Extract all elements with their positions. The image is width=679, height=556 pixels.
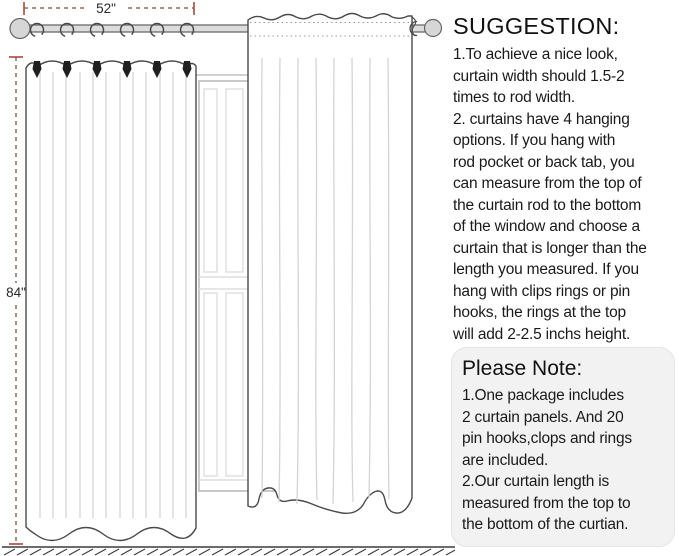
text-line: the curtain rod to the bottom [453, 196, 642, 214]
suggestion-section [453, 13, 679, 345]
text-line: 2.Our curtain length is [462, 473, 610, 490]
text-line: 1.To achieve a nice look, [453, 46, 618, 63]
info-panel [453, 0, 679, 533]
suggestion-text [453, 44, 679, 345]
note-text [462, 385, 674, 536]
floor [2, 547, 455, 555]
text-line: hang with clips rings or pin [453, 282, 631, 300]
text-line: pin hooks,clops and rings [462, 430, 632, 447]
text-line: the bottom of the curtian. [462, 516, 629, 533]
text-line: 2. curtains have 4 hanging [453, 110, 630, 128]
text-line: measured from the top to [462, 494, 631, 512]
text-line: length you measured. If you [453, 261, 639, 278]
text-line: are included. [462, 451, 549, 469]
text-line: of the window and choose a [453, 218, 640, 235]
curtain-length-label: 84" [6, 285, 26, 300]
text-line: will add 2-2.5 inchs height. [453, 325, 631, 343]
text-line: hooks, the rings at the top [453, 304, 626, 321]
width-measurement [24, 0, 194, 17]
text-line: options. If you hang with [453, 132, 616, 149]
text-line: rod pocket or back tab, you [453, 153, 635, 171]
text-line: curtain that is longer than the [453, 239, 647, 257]
text-line: curtain width should 1.5-2 [453, 67, 625, 85]
finial-right-icon [425, 20, 442, 37]
finial-left-icon [10, 19, 30, 39]
note-title: Please Note: [462, 357, 583, 380]
rod-width-label: 52" [96, 1, 116, 16]
text-line: 2 curtain panels. And 20 [462, 408, 624, 426]
text-line: 1.One package includes [462, 387, 624, 404]
note-box [451, 347, 675, 547]
suggestion-title: SUGGESTION: [453, 13, 620, 39]
right-curtain-panel [248, 14, 417, 514]
left-curtain-panel [26, 61, 196, 541]
text-line: times to rod width. [453, 89, 575, 106]
text-line: can measure from the top of [453, 175, 642, 192]
